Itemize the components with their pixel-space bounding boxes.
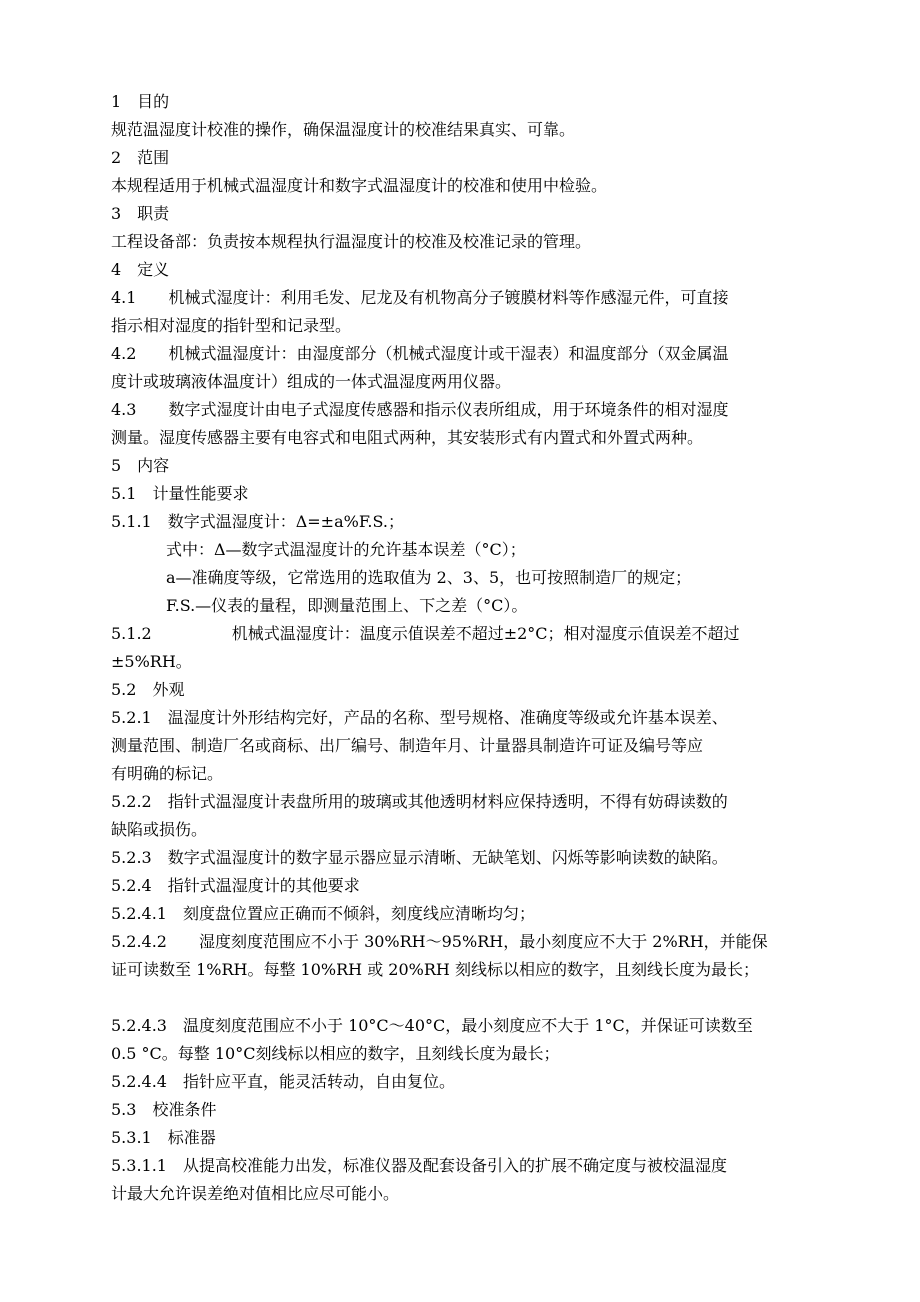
definition-4-3-cont: 测量。湿度传感器主要有电容式和电阻式两种，其安装形式有内置式和外置式两种。 <box>111 428 704 447</box>
heading-5-1: 5.1 计量性能要求 <box>111 484 249 503</box>
clause-5-2-4-3: 5.2.4.3 温度刻度范围应不小于 10°C～40°C，最小刻度应不大于 1°C，并保证可读数至 <box>111 1016 753 1035</box>
clause-5-2-1-cont2: 有明确的标记。 <box>111 764 224 783</box>
heading-definitions: 4 定义 <box>111 260 170 279</box>
definition-4-2: 4.2 机械式温湿度计：由湿度部分（机械式湿度计或干湿表）和温度部分（双金属温 <box>111 344 729 363</box>
definition-4-1: 4.1 机械式湿度计：利用毛发、尼龙及有机物高分子镀膜材料等作感湿元件，可直接 <box>111 288 729 307</box>
clause-5-2-1-cont: 测量范围、制造厂名或商标、出厂编号、制造年月、计量器具制造许可证及编号等应 <box>111 736 704 755</box>
clause-5-2-4-3-cont: 0.5 °C。每整 10°C刻线标以相应的数字，且刻线长度为最长； <box>111 1044 560 1063</box>
clause-5-2-2-cont: 缺陷或损伤。 <box>111 820 208 839</box>
heading-content: 5 内容 <box>111 456 170 475</box>
clause-5-2-3: 5.2.3 数字式温湿度计的数字显示器应显示清晰、无缺笔划、闪烁等影响读数的缺陷。 <box>111 848 728 867</box>
formula-note-a: a—准确度等级，它常选用的选取值为 2、3、5，也可按照制造厂的规定； <box>166 568 692 587</box>
clause-5-3-1-1: 5.3.1.1 从提高校准能力出发，标准仪器及配套设备引入的扩展不确定度与被校温湿度 <box>111 1156 727 1175</box>
formula-note-fs: F.S.—仪表的量程，即测量范围上、下之差（°C）。 <box>166 596 528 615</box>
scope-text: 本规程适用于机械式温湿度计和数字式温湿度计的校准和使用中检验。 <box>111 176 608 195</box>
heading-5-2: 5.2 外观 <box>111 680 185 699</box>
heading-responsibility: 3 职责 <box>111 204 170 223</box>
definition-4-2-cont: 度计或玻璃液体温度计）组成的一体式温湿度两用仪器。 <box>111 372 512 391</box>
purpose-text: 规范温湿度计校准的操作，确保温湿度计的校准结果真实、可靠。 <box>111 120 576 139</box>
responsibility-text: 工程设备部：负责按本规程执行温湿度计的校准及校准记录的管理。 <box>111 232 592 251</box>
heading-5-2-4: 5.2.4 指针式温湿度计的其他要求 <box>111 876 360 895</box>
clause-5-2-4-2: 5.2.4.2 湿度刻度范围应不小于 30%RH～95%RH，最小刻度应不大于 2%RH，并能保 <box>111 932 768 951</box>
heading-5-3: 5.3 校准条件 <box>111 1100 217 1119</box>
clause-5-2-4-1: 5.2.4.1 刻度盘位置应正确而不倾斜，刻度线应清晰均匀； <box>111 904 535 923</box>
formula-note-delta: 式中：Δ—数字式温湿度计的允许基本误差（°C）； <box>166 540 526 559</box>
clause-5-1-1: 5.1.1 数字式温湿度计：Δ=±a%F.S.； <box>111 512 404 531</box>
heading-purpose: 1 目的 <box>111 92 170 111</box>
definition-4-1-cont: 指示相对湿度的指针型和记录型。 <box>111 316 352 335</box>
clause-5-1-2-cont: ±5%RH。 <box>111 652 192 671</box>
heading-scope: 2 范围 <box>111 148 170 167</box>
clause-5-2-4-4: 5.2.4.4 指针应平直，能灵活转动，自由复位。 <box>111 1072 455 1091</box>
clause-5-2-1: 5.2.1 温湿度计外形结构完好，产品的名称、型号规格、准确度等级或允许基本误差、 <box>111 708 728 727</box>
clause-5-2-4-2-cont: 证可读数至 1%RH。每整 10%RH 或 20%RH 刻线标以相应的数字，且刻线长度为最长； <box>111 960 759 979</box>
clause-5-2-2: 5.2.2 指针式温湿度计表盘所用的玻璃或其他透明材料应保持透明，不得有妨碍读数的 <box>111 792 728 811</box>
clause-5-3-1-1-cont: 计最大允许误差绝对值相比应尽可能小。 <box>111 1184 400 1203</box>
clause-5-1-2: 5.1.2 机械式温湿度计：温度示值误差不超过±2°C；相对湿度示值误差不超过 <box>111 624 740 643</box>
definition-4-3: 4.3 数字式湿度计由电子式湿度传感器和指示仪表所组成，用于环境条件的相对湿度 <box>111 400 729 419</box>
heading-5-3-1: 5.3.1 标准器 <box>111 1128 216 1147</box>
